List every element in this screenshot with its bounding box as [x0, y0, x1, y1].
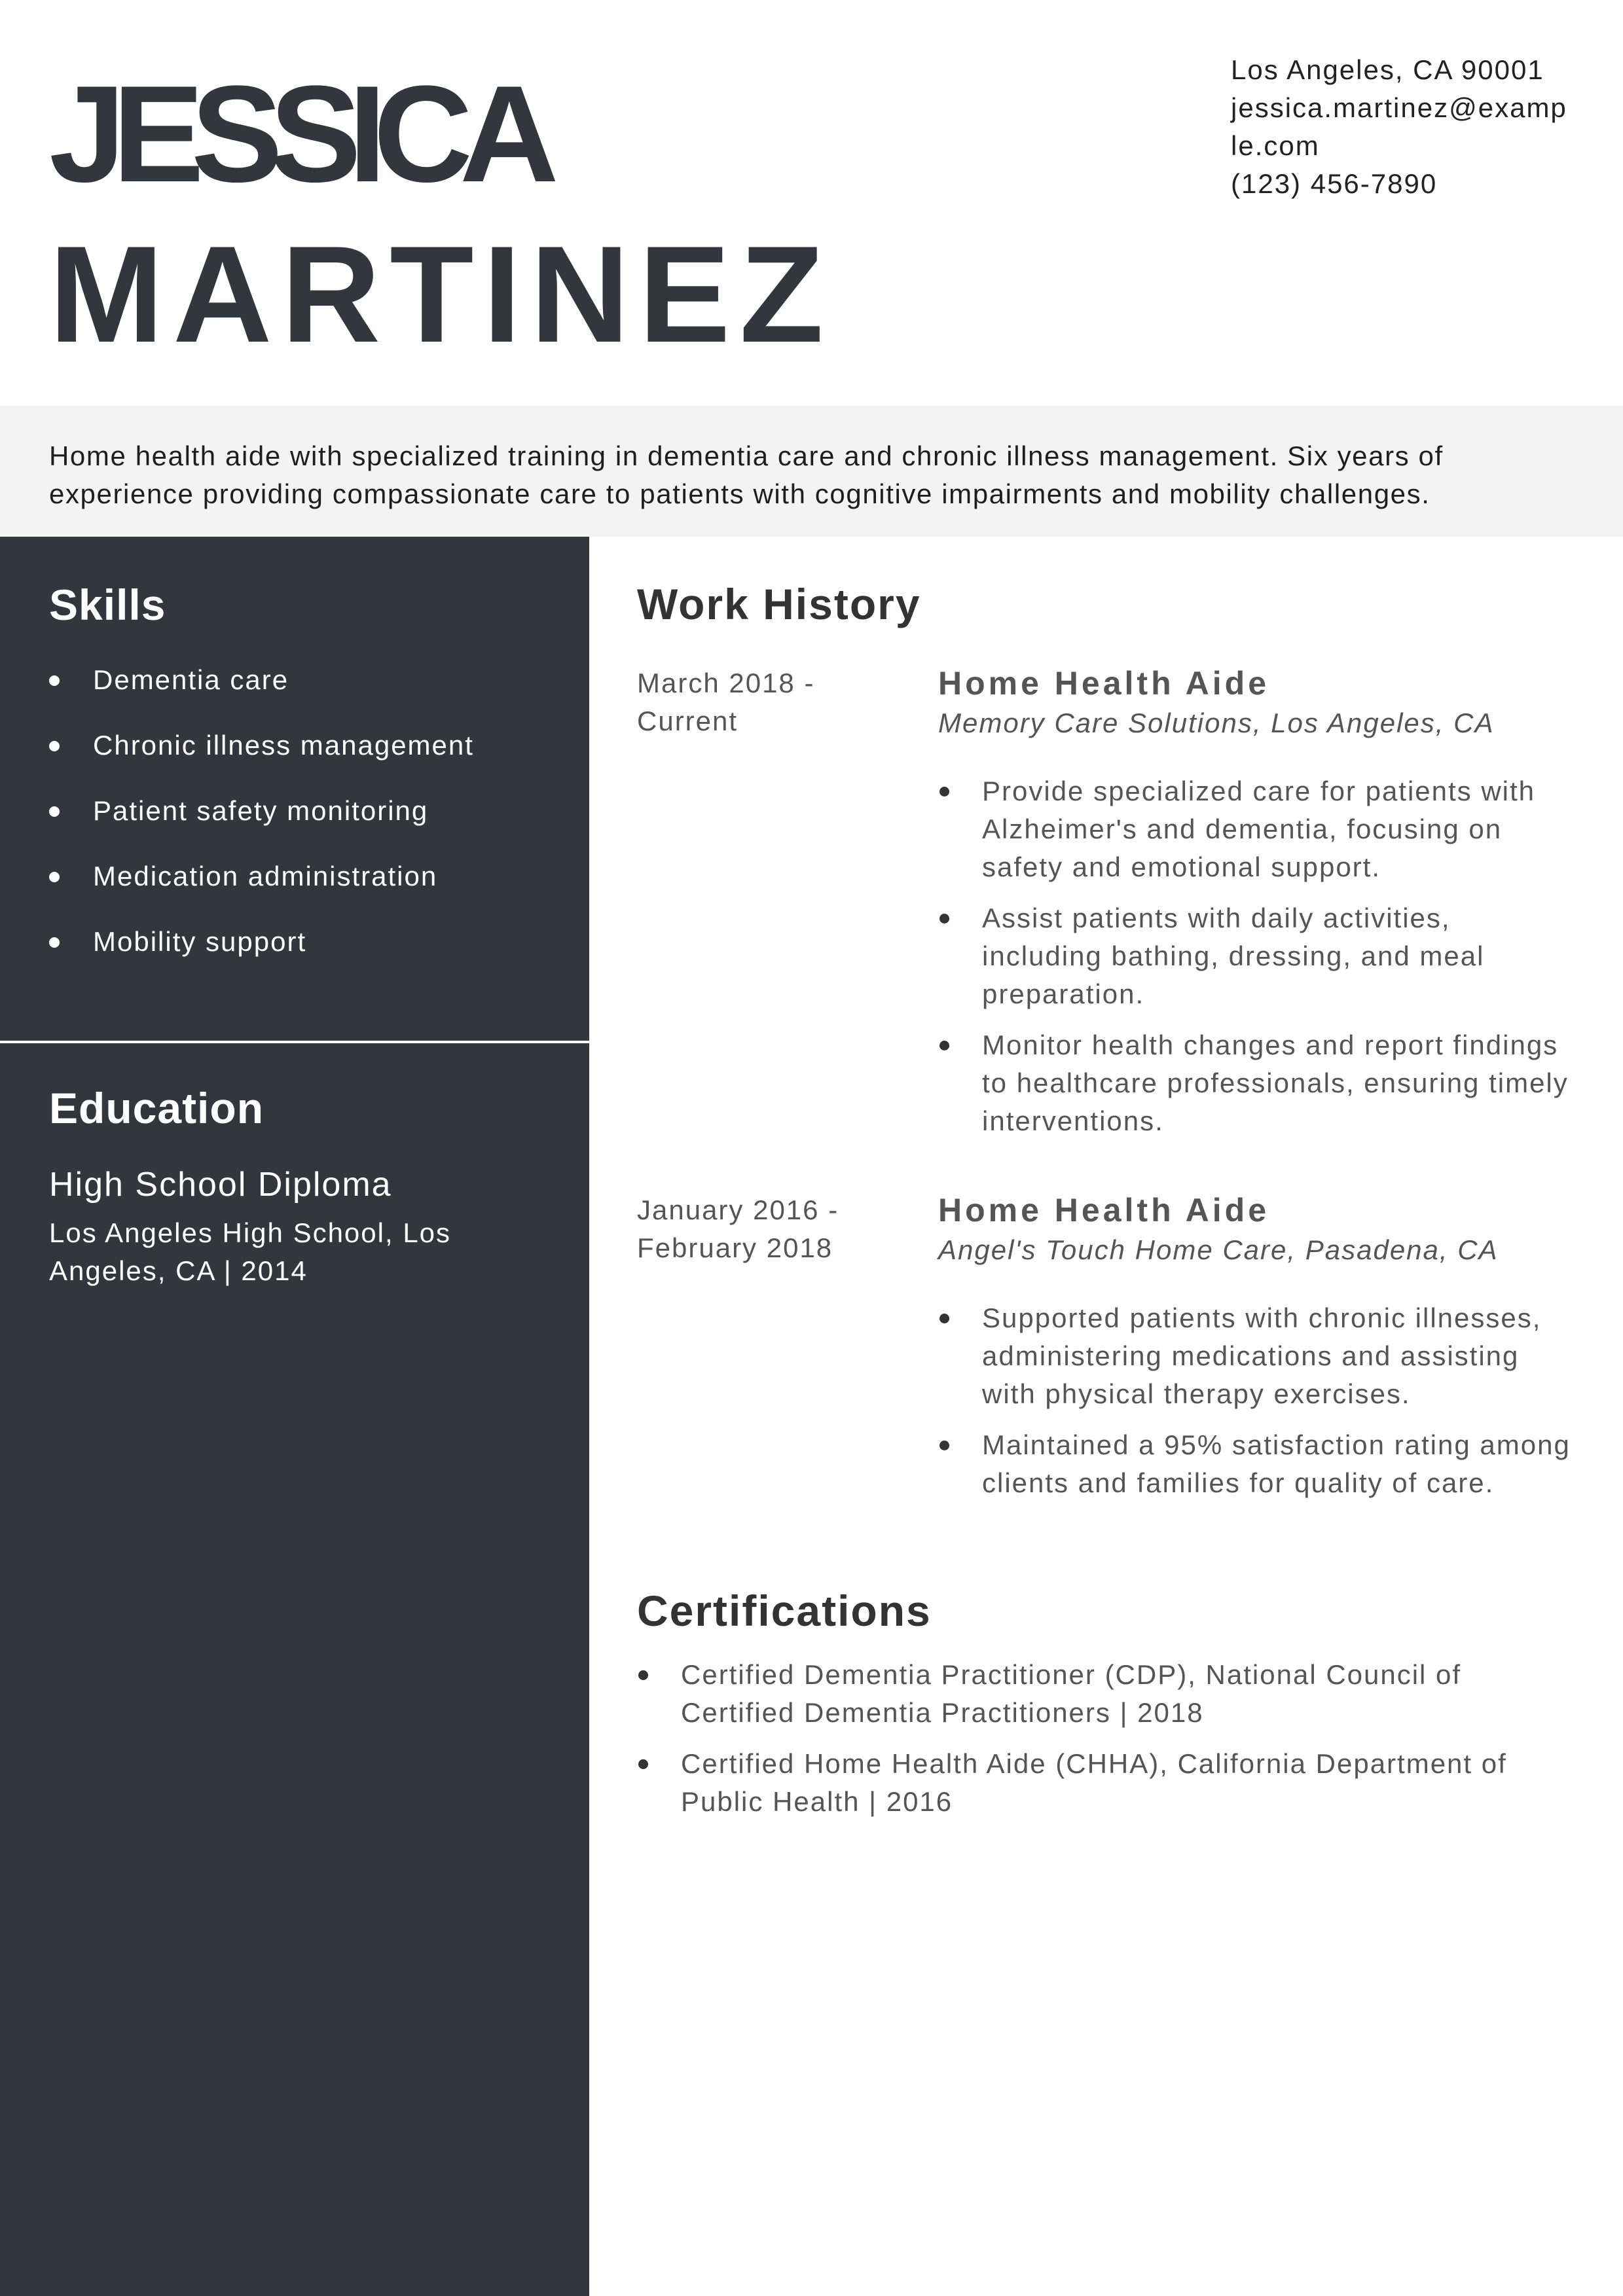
resume-header [0, 0, 1623, 406]
job-bullet: Supported patients with chronic illnesses, administering medications and assisting with physical therapy exercises. [938, 1299, 1580, 1413]
certifications-heading: Certifications [637, 1587, 932, 1635]
summary-text: Home health aide with specialized training in dementia care and chronic illness management. Six years of experience providing compassionate care to patients with cognitive impairments and mobility challenges. [49, 440, 1444, 509]
job-bullet: Monitor health changes and report findings to healthcare professionals, ensuring timely interventions. [938, 1026, 1580, 1140]
education-degree: High School Diploma [49, 1166, 392, 1204]
skill-item: Dementia care [49, 661, 474, 726]
job-bullets [938, 1299, 1580, 1515]
work-history-heading: Work History [637, 580, 921, 628]
skill-item: Mobility support [49, 923, 474, 988]
certifications-list [637, 1656, 1580, 1834]
certification-item: Certified Home Health Aide (CHHA), California Department of Public Health | 2016 [637, 1745, 1580, 1821]
contact-info [1231, 51, 1571, 203]
job-company: Angel's Touch Home Care, Pasadena, CA [938, 1234, 1499, 1265]
education-school: Los Angeles High School, Los Angeles, CA | 2014 [49, 1217, 452, 1286]
last-name: MARTINEZ [49, 217, 833, 371]
job-bullet: Maintained a 95% satisfaction rating among clients and families for quality of care. [938, 1426, 1580, 1502]
education-heading: Education [49, 1084, 264, 1132]
sidebar [0, 537, 589, 2296]
summary-section [0, 406, 1623, 537]
first-name: JESSICA [49, 57, 546, 211]
skill-item: Patient safety monitoring [49, 792, 474, 857]
job-title: Home Health Aide [938, 665, 1270, 702]
job-dates: January 2016 - February 2018 [637, 1194, 839, 1263]
skills-list [49, 661, 474, 988]
contact-email[interactable]: jessica.martinez@example.com [1231, 92, 1567, 161]
job-company: Memory Care Solutions, Los Angeles, CA [938, 708, 1495, 738]
job-bullet: Assist patients with daily activities, including bathing, dressing, and meal preparation. [938, 899, 1580, 1013]
skills-heading: Skills [49, 581, 166, 629]
skill-item: Chronic illness management [49, 726, 474, 792]
job-dates: March 2018 - Current [637, 668, 815, 736]
sidebar-divider [0, 1041, 589, 1043]
job-bullet: Provide specialized care for patients with Alzheimer's and dementia, focusing on safety and emotional support. [938, 772, 1580, 886]
contact-phone[interactable]: (123) 456-7890 [1231, 168, 1438, 199]
contact-address: Los Angeles, CA 90001 [1231, 54, 1544, 85]
skill-item: Medication administration [49, 857, 474, 923]
certification-item: Certified Dementia Practitioner (CDP), National Council of Certified Dementia Practitioners | 2018 [637, 1656, 1580, 1732]
job-title: Home Health Aide [938, 1192, 1270, 1229]
job-bullets [938, 772, 1580, 1153]
